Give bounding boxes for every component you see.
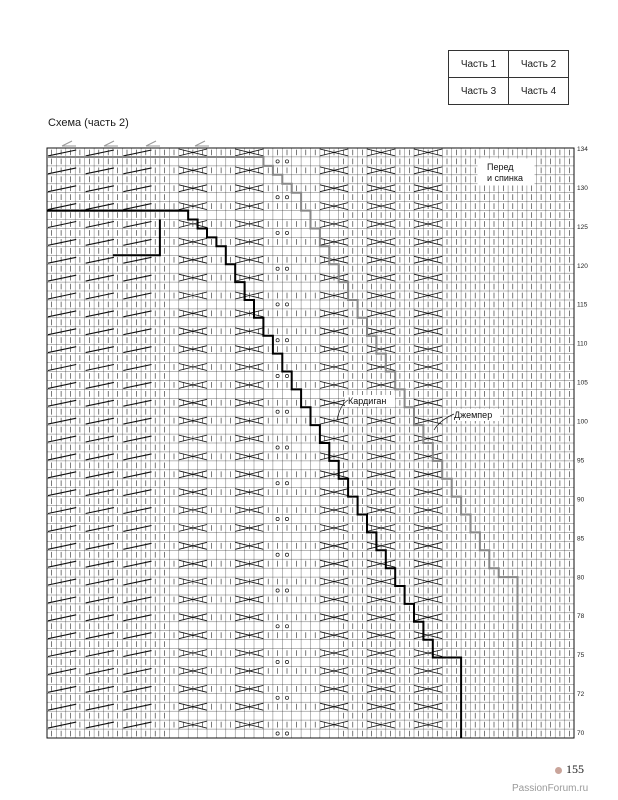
left-cable-symbols: [48, 150, 152, 728]
chart-grid: [47, 148, 574, 738]
bobble-symbol: [276, 446, 279, 449]
row-number: 130: [577, 184, 588, 192]
bobble-symbol: [276, 589, 279, 592]
bobble-symbol: [285, 589, 288, 592]
row-number: 120: [577, 262, 588, 270]
row-number: 100: [577, 418, 588, 426]
bobble-symbol: [285, 446, 288, 449]
bobble-symbol: [285, 553, 288, 556]
row-number: 125: [577, 223, 588, 231]
bobble-symbol: [276, 482, 279, 485]
watermark: PassionForum.ru: [512, 783, 589, 794]
row-number: 110: [577, 340, 588, 348]
page-number: 155: [566, 762, 584, 776]
bobble-symbol: [285, 374, 288, 377]
front-back-label-line-2: и спинка: [487, 173, 524, 183]
bobble-symbol: [276, 231, 279, 234]
front-back-label-line-1: Перед: [487, 162, 514, 172]
bobble-symbol: [276, 625, 279, 628]
chart-top-marker-4: [195, 141, 209, 146]
row-number: 80: [577, 574, 585, 582]
chart-top-marker-1: [62, 141, 76, 146]
scheme-title: Схема (часть 2): [48, 117, 129, 129]
bobble-symbol: [285, 231, 288, 234]
bobble-symbol: [276, 374, 279, 377]
bobble-symbol: [276, 339, 279, 342]
row-number: 95: [577, 457, 585, 465]
bobble-symbol: [285, 267, 288, 270]
bobble-symbol: [276, 196, 279, 199]
bobble-symbol: [276, 517, 279, 520]
jumper-callout-line: [434, 414, 454, 430]
row-number: 115: [577, 301, 588, 309]
bobble-symbol: [285, 660, 288, 663]
parts-cell-2: Часть 2: [509, 51, 569, 78]
parts-cell-3: Часть 3: [449, 78, 509, 105]
bobble-symbol: [276, 732, 279, 735]
bobble-symbol: [276, 660, 279, 663]
row-number: 78: [577, 613, 585, 621]
row-number: 75: [577, 652, 585, 660]
bobble-symbol: [276, 160, 279, 163]
bobble-symbol: [285, 410, 288, 413]
bobble-symbol: [285, 517, 288, 520]
page-marker-dot: [555, 767, 562, 774]
chart-top-marker-2: [104, 141, 118, 146]
bobble-symbol: [285, 482, 288, 485]
row-number: 90: [577, 496, 585, 504]
chart-top-marker-3: [146, 141, 160, 146]
bobble-symbol: [285, 625, 288, 628]
row-number: 134: [577, 146, 588, 153]
bobble-symbol: [276, 553, 279, 556]
jumper-label: Джемпер: [454, 410, 493, 420]
bobble-symbol: [276, 696, 279, 699]
bobble-symbol: [285, 160, 288, 163]
row-number: 72: [577, 691, 585, 699]
parts-cell-4: Часть 4: [509, 78, 569, 105]
bobble-symbol: [276, 410, 279, 413]
row-number: 70: [577, 730, 585, 737]
bobble-symbol: [285, 339, 288, 342]
cardigan-label: Кардиган: [348, 396, 387, 406]
parts-cell-1: Часть 1: [449, 51, 509, 78]
row-number: 85: [577, 535, 585, 543]
bobble-symbol: [285, 196, 288, 199]
bobble-symbol: [285, 696, 288, 699]
bobble-symbol: [285, 732, 288, 735]
bobble-symbol: [276, 303, 279, 306]
bobble-symbol: [276, 267, 279, 270]
bobble-symbol: [285, 303, 288, 306]
row-number: 105: [577, 379, 588, 387]
